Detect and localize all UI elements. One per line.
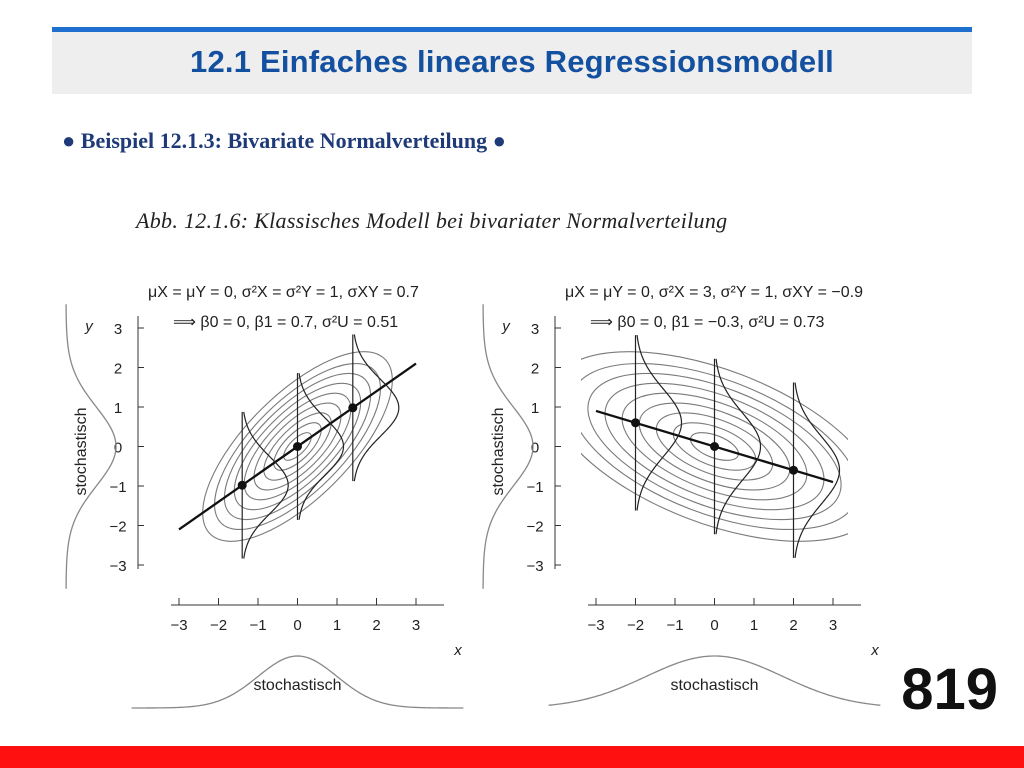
conditional-density-curve bbox=[637, 335, 681, 510]
y-tick-label: −3 bbox=[109, 558, 127, 575]
data-point bbox=[710, 442, 719, 451]
slide-title: 12.1 Einfaches lineares Regressionsmodell bbox=[190, 44, 834, 79]
y-marginal-label: stochastisch bbox=[490, 407, 507, 496]
y-tick-label: 2 bbox=[113, 360, 123, 378]
x-tick-label: 1 bbox=[749, 617, 759, 634]
y-tick-label: −2 bbox=[526, 518, 544, 536]
figure-caption: Abb. 12.1.6: Klassisches Modell bei bivariater Normalverteilung bbox=[136, 208, 728, 233]
x-tick-label: −1 bbox=[249, 617, 267, 634]
x-tick-label: 3 bbox=[828, 617, 838, 634]
y-tick-label: 0 bbox=[113, 439, 123, 457]
x-tick-label: 1 bbox=[332, 617, 342, 634]
page-number: 819 bbox=[901, 657, 998, 722]
conditional-density-curve bbox=[716, 359, 760, 534]
y-tick-label: 3 bbox=[113, 321, 123, 338]
x-tick-label: 2 bbox=[372, 617, 381, 634]
x-tick-label: 3 bbox=[411, 617, 421, 634]
y-tick-label: 1 bbox=[530, 400, 540, 417]
y-tick-label: −1 bbox=[109, 479, 127, 496]
y-tick-label: −2 bbox=[109, 518, 127, 536]
data-point bbox=[238, 481, 247, 490]
params-line-2: ⟹ β0 = 0, β1 = 0.7, σ²U = 0.51 bbox=[173, 314, 399, 331]
y-tick-label: 0 bbox=[530, 439, 540, 457]
y-tick-label: −1 bbox=[526, 479, 544, 496]
x-tick-label: −1 bbox=[666, 617, 684, 634]
x-marginal-label: stochastisch bbox=[670, 677, 759, 694]
chart-panel-left bbox=[66, 284, 463, 708]
x-tick-label: 0 bbox=[293, 617, 302, 634]
conditional-density-curve bbox=[795, 382, 839, 557]
y-tick-label: −3 bbox=[526, 558, 544, 575]
data-point bbox=[631, 418, 640, 427]
y-tick-label: 2 bbox=[530, 360, 540, 378]
conditional-density-curve bbox=[244, 412, 288, 559]
y-marginal-label: stochastisch bbox=[73, 407, 90, 496]
x-marginal-label: stochastisch bbox=[253, 677, 342, 694]
example-subtitle: ● Beispiel 12.1.3: Bivariate Normalverteilung ● bbox=[62, 128, 506, 153]
y-tick-label: 3 bbox=[530, 321, 540, 338]
chart-panel-right bbox=[483, 284, 904, 705]
x-tick-label: −3 bbox=[587, 617, 605, 634]
x-tick-label: −2 bbox=[209, 617, 228, 634]
y-axis-label: y bbox=[502, 318, 510, 335]
x-tick-label: 2 bbox=[789, 617, 798, 634]
x-axis-label: x bbox=[871, 642, 879, 659]
x-tick-label: −3 bbox=[170, 617, 188, 634]
y-tick-label: 1 bbox=[113, 400, 123, 417]
params-line-1: μX = μY = 0, σ²X = σ²Y = 1, σXY = 0.7 bbox=[148, 284, 419, 301]
y-axis-label: y bbox=[85, 318, 93, 335]
data-point bbox=[789, 466, 798, 475]
x-tick-label: −2 bbox=[626, 617, 645, 634]
footer-bar bbox=[0, 746, 1024, 768]
data-point bbox=[293, 442, 302, 451]
params-line-2: ⟹ β0 = 0, β1 = −0.3, σ²U = 0.73 bbox=[590, 314, 825, 331]
x-axis-label: x bbox=[454, 642, 462, 659]
x-tick-label: 0 bbox=[710, 617, 719, 634]
data-point bbox=[348, 403, 357, 412]
params-line-1: μX = μY = 0, σ²X = 3, σ²Y = 1, σXY = −0.9 bbox=[565, 284, 864, 301]
